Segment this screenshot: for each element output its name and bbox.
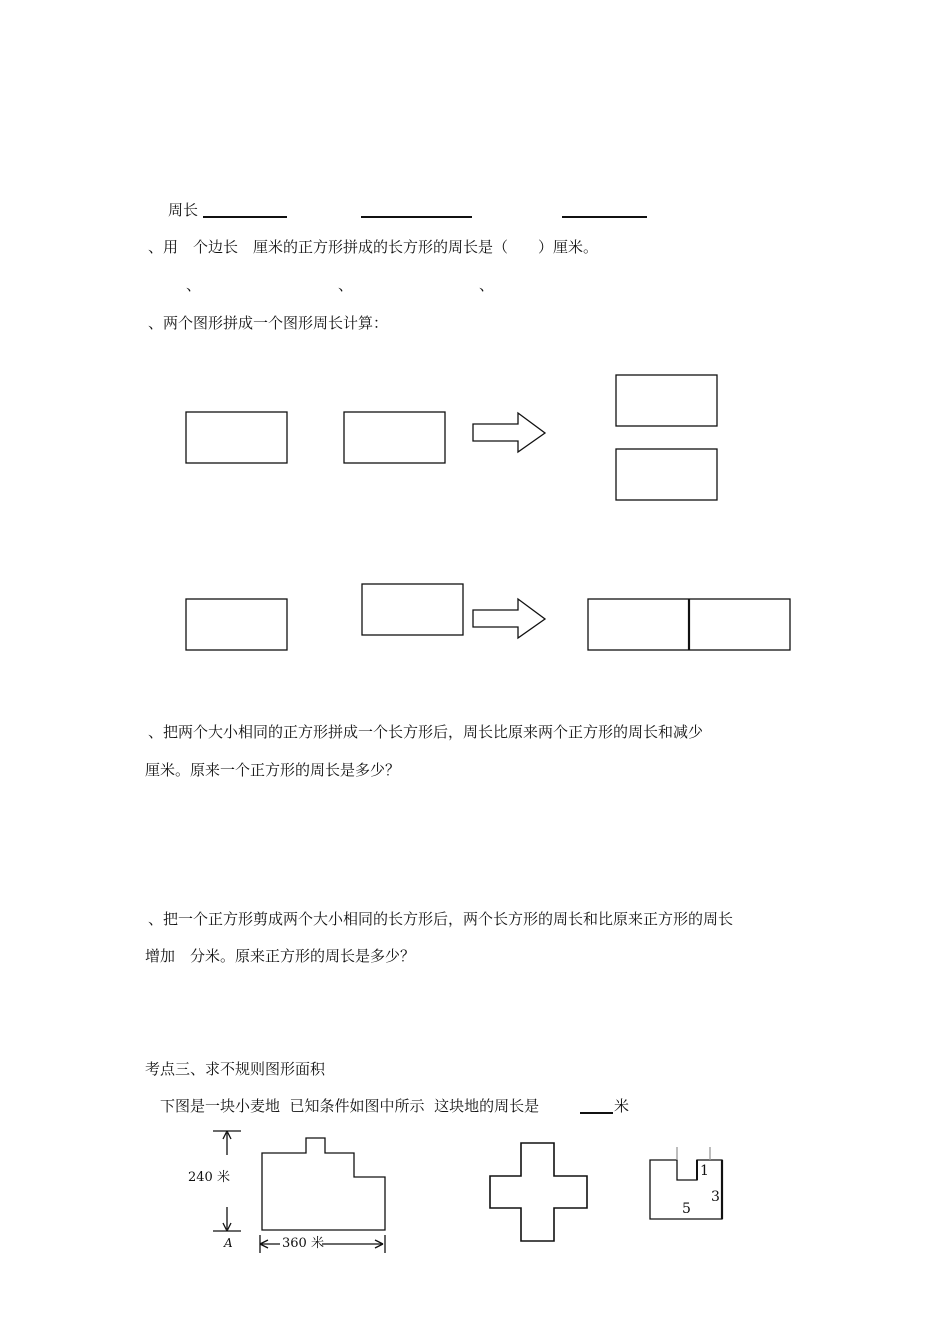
dimension-label-5: 5: [682, 1201, 691, 1217]
cross-shape: [490, 1143, 587, 1241]
enumeration-comma: 、: [338, 276, 354, 294]
question-cut-square: 、把一个正方形剪成两个大小相同的长方形后，两个长方形的周长和比原来正方形的周长: [148, 910, 734, 928]
unit-label: 米: [614, 1097, 630, 1115]
section-heading: 考点三、求不规则图形面积: [145, 1060, 326, 1078]
question-two-shapes: 、两个图形拼成一个图形周长计算：: [148, 314, 389, 332]
width-label: 360 米: [282, 1236, 324, 1251]
enumeration-comma: 、: [186, 276, 202, 294]
dimension-label-1: 1: [700, 1163, 709, 1179]
wheat-field-question: 下图是一块小麦地 已知条件如图中所示 这块地的周长是: [160, 1097, 540, 1115]
wheat-field-shape: [262, 1138, 385, 1230]
dimension-label-3: 3: [711, 1189, 720, 1205]
question-two-squares-cont: 厘米。原来一个正方形的周长是多少？: [145, 761, 401, 779]
enumeration-comma: 、: [479, 276, 495, 294]
question-cut-square-cont: 增加 分米。原来正方形的周长是多少？: [145, 947, 416, 965]
question-square-rect: 、用 个边长 厘米的正方形拼成的长方形的周长是（ ）厘米。: [148, 238, 599, 256]
point-label: A: [224, 1236, 233, 1250]
perimeter-label: 周长: [168, 201, 199, 219]
height-label: 240 米: [188, 1170, 230, 1185]
question-two-squares: 、把两个大小相同的正方形拼成一个长方形后，周长比原来两个正方形的周长和减少: [148, 723, 704, 741]
